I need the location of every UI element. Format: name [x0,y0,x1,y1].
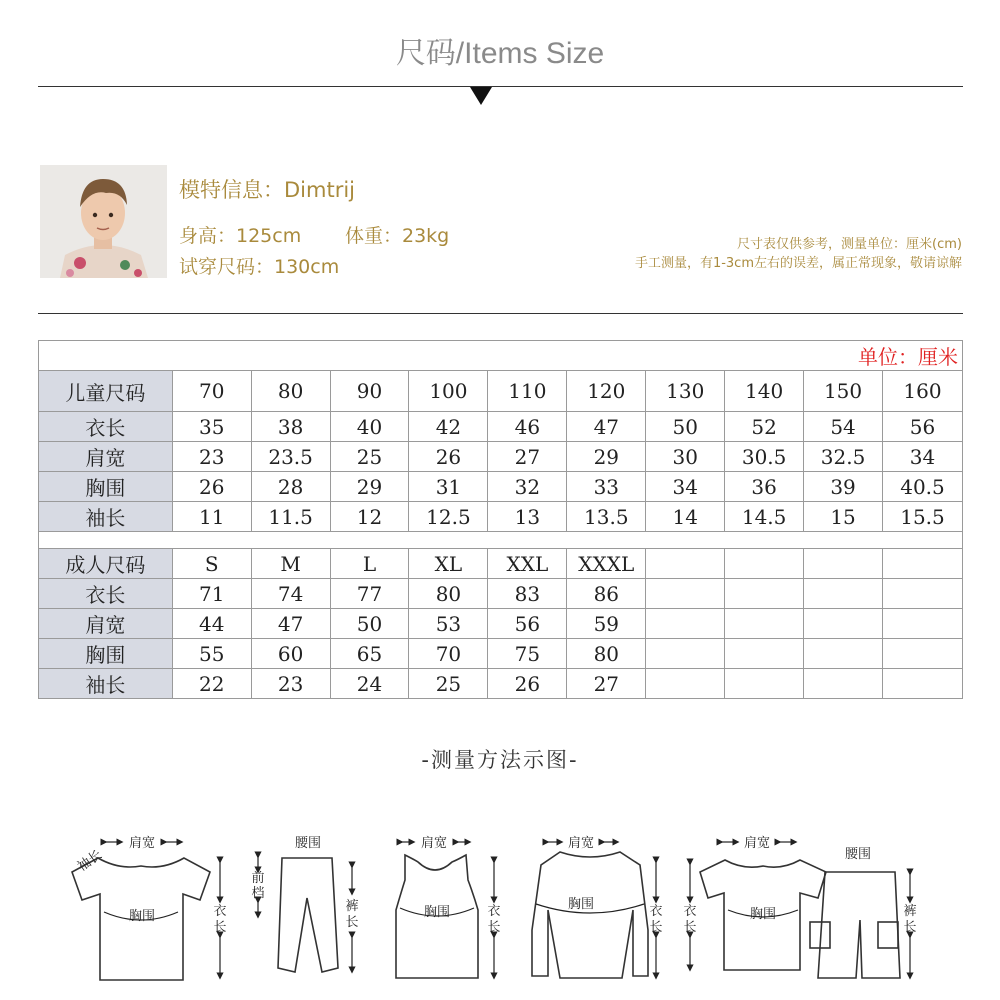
label-shoulder-set: 肩宽 [743,836,771,851]
row-label: 衣长 [39,579,173,609]
pants-outline-icon [278,858,338,972]
jacket-outline-icon [532,852,648,978]
label-pants-length-2: 长 [345,915,359,930]
table-cell: 22 [172,669,251,699]
adult-size-cell [725,549,804,579]
table-cell: 42 [409,412,488,442]
table-cell: 50 [330,609,409,639]
table-cell: 75 [488,639,567,669]
table-cell: 32 [488,472,567,502]
table-cell [646,669,725,699]
label-waist-pants: 腰围 [294,836,322,851]
table-cell: 50 [646,412,725,442]
table-cell: 86 [567,579,646,609]
table-cell: 55 [172,639,251,669]
table-cell [725,579,804,609]
table-cell: 30 [646,442,725,472]
table-cell [646,609,725,639]
adult-size-cell: XXL [488,549,567,579]
adult-size-cell: L [330,549,409,579]
table-row [39,472,963,502]
table-cell: 26 [488,669,567,699]
table-cell: 80 [409,579,488,609]
table-cell [804,639,883,669]
table-cell: 11.5 [251,502,330,532]
adult-size-header: 成人尺码 [39,549,173,579]
row-label: 袖长 [39,669,173,699]
label-sleeve-tshirt: 袖长 [75,847,105,875]
table-cell: 80 [567,639,646,669]
label-rise-2: 档 [251,886,265,901]
page-title: 尺码/Items Size [395,37,605,70]
table-cell: 74 [251,579,330,609]
measurement-diagram [0,800,1000,1000]
table-cell: 47 [251,609,330,639]
model-weight: 体重：23kg [345,225,450,247]
table-cell [646,639,725,669]
table-cell [804,669,883,699]
table-cell [883,639,963,669]
table-cell: 31 [409,472,488,502]
table-cell: 15.5 [883,502,963,532]
table-cell: 13 [488,502,567,532]
adult-size-cell: M [251,549,330,579]
table-cell: 15 [804,502,883,532]
table-cell: 83 [488,579,567,609]
table-cell: 26 [409,442,488,472]
table-cell: 27 [567,669,646,699]
table-cell [883,579,963,609]
table-cell: 56 [883,412,963,442]
label-pants-length-1: 裤 [345,899,359,914]
table-cell: 13.5 [567,502,646,532]
table-cell: 70 [409,639,488,669]
table-cell [725,669,804,699]
table-cell: 38 [251,412,330,442]
table-row [39,412,963,442]
table-cell: 14.5 [725,502,804,532]
kids-size-cell: 80 [251,371,330,412]
adult-size-cell [804,549,883,579]
table-cell: 32.5 [804,442,883,472]
table-row [39,502,963,532]
label-length-jacket-1: 衣 [649,904,663,919]
table-cell: 24 [330,669,409,699]
table-cell: 54 [804,412,883,442]
label-length-vest-2: 长 [487,920,501,935]
label-length-jacket-2: 长 [649,920,663,935]
table-cell: 34 [883,442,963,472]
table-cell: 35 [172,412,251,442]
kids-size-cell: 100 [409,371,488,412]
table-cell: 23 [172,442,251,472]
label-shoulder-jacket: 肩宽 [567,836,595,851]
table-cell: 46 [488,412,567,442]
table-cell: 33 [567,472,646,502]
divider-top [38,86,963,87]
table-cell: 44 [172,609,251,639]
kids-size-cell: 140 [725,371,804,412]
table-cell [725,609,804,639]
unit-label: 单位：厘米 [39,341,963,371]
label-shoulder-vest: 肩宽 [420,836,448,851]
table-cell [883,609,963,639]
label-length-tshirt-1: 衣 [213,904,227,919]
kids-size-cell: 90 [330,371,409,412]
table-cell: 60 [251,639,330,669]
adult-size-cell [646,549,725,579]
table-cell: 12.5 [409,502,488,532]
table-cell: 25 [330,442,409,472]
table-cell: 34 [646,472,725,502]
kids-size-cell: 70 [172,371,251,412]
table-cell: 77 [330,579,409,609]
spacer-cell [39,532,963,549]
triangle-down-icon [470,87,492,105]
model-name: 模特信息：Dimtrij [179,178,355,202]
table-cell: 40.5 [883,472,963,502]
table-cell: 11 [172,502,251,532]
spacer-row [39,532,963,549]
label-chest-jacket: 胸围 [567,897,595,912]
row-label: 袖长 [39,502,173,532]
table-cell: 71 [172,579,251,609]
table-cell: 27 [488,442,567,472]
table-cell: 25 [409,669,488,699]
table-cell: 26 [172,472,251,502]
table-cell [725,639,804,669]
table-cell: 56 [488,609,567,639]
size-table [38,340,963,699]
row-label: 胸围 [39,472,173,502]
note-error: 手工测量，有1-3cm左右的误差，属正常现象，敬请谅解 [634,256,962,271]
table-cell: 36 [725,472,804,502]
kids-size-cell: 150 [804,371,883,412]
table-cell [646,579,725,609]
label-length-vest-1: 衣 [487,904,501,919]
kids-size-cell: 130 [646,371,725,412]
table-cell: 12 [330,502,409,532]
model-try-size: 试穿尺码：130cm [179,256,340,278]
divider-middle [38,313,963,314]
label-length-set-2: 长 [683,920,697,935]
label-chest-tshirt: 胸围 [128,909,156,924]
table-row [39,669,963,699]
kids-size-cell: 160 [883,371,963,412]
table-cell: 53 [409,609,488,639]
row-label: 肩宽 [39,609,173,639]
kids-size-header: 儿童尺码 [39,371,173,412]
table-cell: 23.5 [251,442,330,472]
label-rise-1: 前 [251,871,265,886]
table-row [39,609,963,639]
label-shoulder-tshirt: 肩宽 [128,836,156,851]
label-pants-length-set-2: 长 [903,920,917,935]
row-label: 肩宽 [39,442,173,472]
adult-size-cell: XL [409,549,488,579]
row-label: 胸围 [39,639,173,669]
table-cell: 23 [251,669,330,699]
table-row [39,442,963,472]
table-cell: 59 [567,609,646,639]
table-cell: 28 [251,472,330,502]
adult-size-cell: S [172,549,251,579]
label-chest-vest: 胸围 [423,905,451,920]
table-cell: 14 [646,502,725,532]
table-row [39,639,963,669]
adult-size-cell: XXXL [567,549,646,579]
kids-size-cell: 110 [488,371,567,412]
adult-size-cell [883,549,963,579]
table-row [39,579,963,609]
table-cell: 52 [725,412,804,442]
table-cell [804,609,883,639]
model-height: 身高：125cm [179,225,302,247]
row-label: 衣长 [39,412,173,442]
table-cell [804,579,883,609]
label-pants-length-set-1: 裤 [903,904,917,919]
kids-size-cell: 120 [567,371,646,412]
table-cell: 29 [330,472,409,502]
label-chest-set: 胸围 [749,907,777,922]
model-photo [40,165,167,278]
label-waist-set: 腰围 [844,847,872,862]
table-cell: 65 [330,639,409,669]
kids-size-row [39,371,963,412]
adult-size-row [39,549,963,579]
label-length-tshirt-2: 长 [213,920,227,935]
note-reference: 尺寸表仅供参考，测量单位：厘米(cm) [737,237,962,252]
unit-row [39,341,963,371]
table-cell: 47 [567,412,646,442]
table-cell: 29 [567,442,646,472]
table-cell: 30.5 [725,442,804,472]
table-cell: 39 [804,472,883,502]
table-cell: 40 [330,412,409,442]
pocket-icon [878,922,898,948]
table-cell [883,669,963,699]
label-length-set-1: 衣 [683,904,697,919]
model-photo-image [40,165,167,278]
measure-title: -测量方法示图- [421,748,579,772]
